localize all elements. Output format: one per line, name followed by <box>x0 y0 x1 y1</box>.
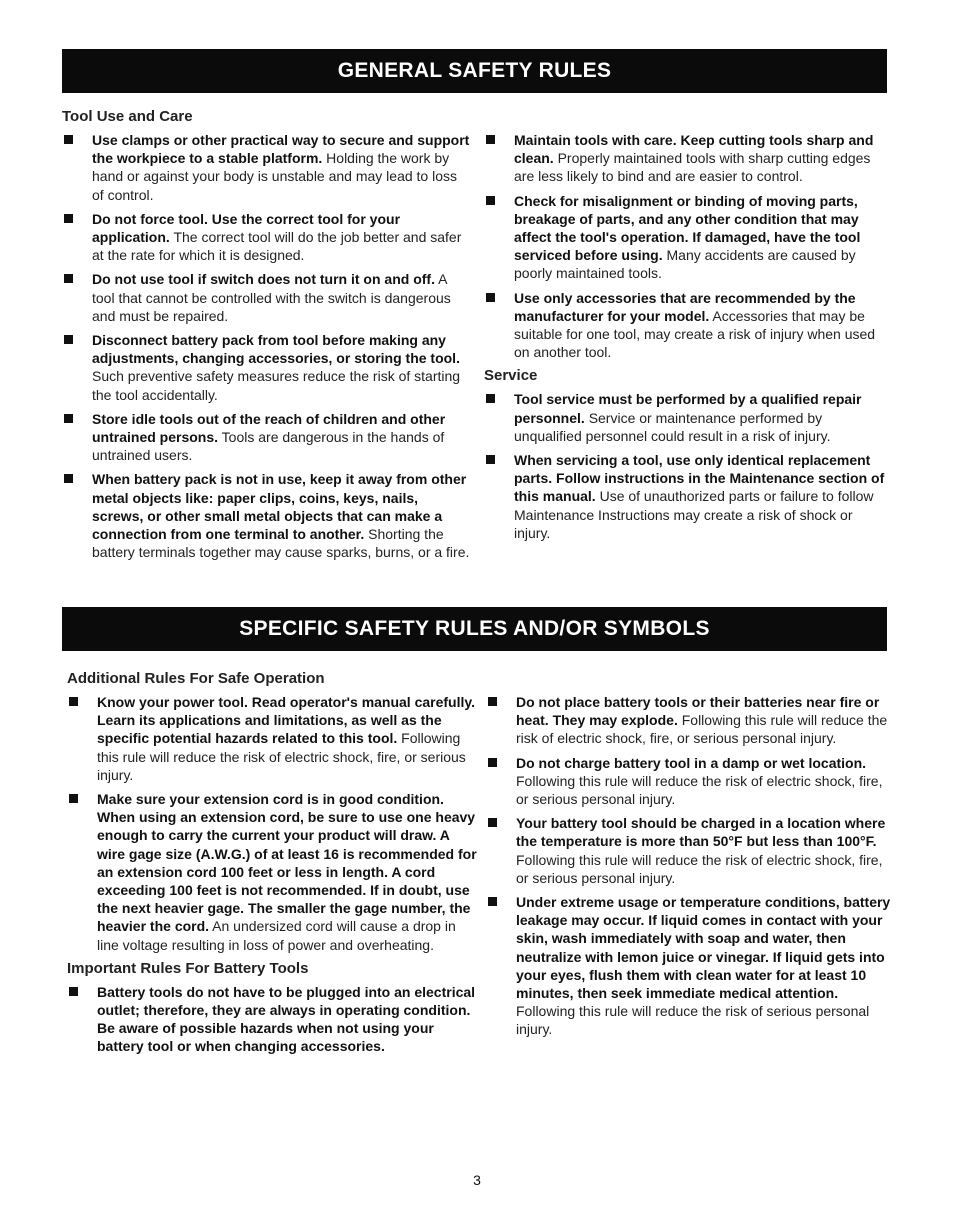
rule-bold-text: When battery pack is not in use, keep it away from other metal objects like: paper clips, coins, keys, nails, screws, or other small metal objects that can make a connection from one terminal to another. <box>92 471 467 543</box>
square-bullet-icon <box>488 697 497 706</box>
rule-bold-text: Do not charge battery tool in a damp or wet location. <box>516 754 867 771</box>
square-bullet-icon <box>64 214 73 223</box>
rule-bold-text: Use clamps or other practical way to secure and support the workpiece to a stable platform. <box>92 132 470 167</box>
rule-bold-text: Do not force tool. Use the correct tool for your application. <box>92 210 401 246</box>
rule-item <box>67 790 477 954</box>
square-bullet-icon <box>486 293 495 302</box>
rule-item <box>62 270 472 325</box>
rule-body-text: Use of unauthorized parts or failure to follow Maintenance Instructions may create a risk of shock or injury. <box>514 488 874 541</box>
rule-item <box>62 131 472 204</box>
rule-bold-text: Use only accessories that are recommended by the manufacturer for your model. <box>514 289 856 324</box>
rule-bold-text: Make sure your extension cord is in good condition. When using an extension cord, be sure to use one heavy enough to carry the current your product will draw. A wire gage size (A.W.G.) of at least 16 is recommended for an extension cord 100 feet or less in length. A cord exceeding 100 feet is not recommended. If in doubt, use the next heavier gage. The smaller the gage number, the heavier the cord. <box>97 791 477 935</box>
specific-safety-banner: SPECIFIC SAFETY RULES AND/OR SYMBOLS <box>62 607 887 651</box>
rule-bold-text: Know your power tool. Read operator's manual carefully. Learn its applications and limitations, as well as the specific potential hazards related to this tool. <box>97 694 476 747</box>
rule-body-text: Properly maintained tools with sharp cutting edges are less likely to bind and are easier to control. <box>514 150 871 185</box>
square-bullet-icon <box>64 274 73 283</box>
rule-body-text: Such preventive safety measures reduce the risk of starting the tool accidentally. <box>92 368 461 403</box>
rule-body-text: Tools are dangerous in the hands of untrained users. <box>92 429 445 464</box>
rule-item <box>62 210 472 265</box>
rule-bold-text: Your battery tool should be charged in a location where the temperature is more than 50°F but less than 100°F. <box>516 815 886 850</box>
rule-item <box>486 693 891 748</box>
rule-bold-text: Maintain tools with care. Keep cutting tools sharp and clean. <box>514 132 874 167</box>
rule-bold-text: Do not use tool if switch does not turn it on and off. <box>92 271 435 288</box>
tool-use-heading: Tool Use and Care <box>62 108 193 125</box>
rule-body-text: Holding the work by hand or against your body is unstable and may lead to loss of control. <box>92 150 458 203</box>
square-bullet-icon <box>64 414 73 423</box>
rule-item <box>484 289 889 362</box>
specific-left-column <box>67 670 477 1062</box>
rule-item <box>484 451 889 542</box>
rule-body-text: Following this rule will reduce the risk of electric shock, fire, or serious injury. <box>97 730 466 783</box>
page-number: 3 <box>473 1172 481 1188</box>
rule-body-text: A tool that cannot be controlled with the switch is dangerous and must be repaired. <box>92 271 451 324</box>
rule-item <box>486 893 891 1039</box>
rule-body-text: Following this rule will reduce the risk of electric shock, fire, or serious personal injury. <box>516 772 883 808</box>
maintenance-list <box>484 131 889 361</box>
rule-bold-text: Do not place battery tools or their batteries near fire or heat. They may explode. <box>516 694 880 729</box>
rule-item <box>62 331 472 404</box>
rule-item <box>484 131 889 186</box>
rule-bold-text: Disconnect battery pack from tool before making any adjustments, changing accessories, or storing the tool. <box>92 332 460 367</box>
rule-body-text: Following this rule will reduce the risk of serious personal injury. <box>516 1003 870 1038</box>
rule-item <box>486 754 891 809</box>
square-bullet-icon <box>64 135 73 144</box>
rule-item <box>62 410 472 465</box>
square-bullet-icon <box>486 196 495 205</box>
square-bullet-icon <box>69 794 78 803</box>
general-right-column <box>484 131 889 548</box>
rule-body-text: Service or maintenance performed by unqualified personnel could result in a risk of injury. <box>514 409 831 444</box>
square-bullet-icon <box>488 758 497 767</box>
rule-item <box>486 814 891 887</box>
rule-item <box>67 693 477 784</box>
service-list <box>484 390 889 542</box>
rule-item <box>484 192 889 283</box>
general-left-column <box>62 108 472 567</box>
rule-body-text: The correct tool will do the job better and safer at the rate for which it is designed. <box>92 229 462 264</box>
additional-rules-heading: Additional Rules For Safe Operation <box>67 670 325 687</box>
square-bullet-icon <box>488 897 497 906</box>
service-heading: Service <box>484 367 538 385</box>
battery-rules-heading: Important Rules For Battery Tools <box>67 959 309 977</box>
rule-bold-text: Battery tools do not have to be plugged into an electrical outlet; therefore, they are always in operating condition. Be aware of possible hazards when not using your battery tool or when changing accessories. <box>97 983 476 1055</box>
additional-rules-list <box>67 693 477 954</box>
square-bullet-icon <box>488 818 497 827</box>
rule-bold-text: Store idle tools out of the reach of children and other untrained persons. <box>92 410 446 446</box>
rule-item <box>484 390 889 445</box>
rule-bold-text: When servicing a tool, use only identical replacement parts. Follow instructions in the Maintenance section of this manual. <box>514 452 885 505</box>
tool-use-list <box>62 131 472 561</box>
rule-body-text: Many accidents are caused by poorly maintained tools. <box>514 247 856 282</box>
battery-safety-list <box>486 693 891 1039</box>
rule-bold-text: Tool service must be performed by a qualified repair personnel. <box>514 391 862 426</box>
rule-body-text: An undersized cord will cause a drop in line voltage resulting in loss of power and overheating. <box>97 918 456 953</box>
square-bullet-icon <box>69 697 78 706</box>
rule-body-text: Following this rule will reduce the risk of electric shock, fire, or serious personal injury. <box>516 712 888 747</box>
square-bullet-icon <box>486 394 495 403</box>
square-bullet-icon <box>69 987 78 996</box>
battery-rules-list <box>67 983 477 1056</box>
rule-body-text: Shorting the battery terminals together may cause sparks, burns, or a fire. <box>92 526 470 561</box>
square-bullet-icon <box>486 455 495 464</box>
square-bullet-icon <box>64 335 73 344</box>
rule-body-text: Following this rule will reduce the risk of electric shock, fire, or serious personal injury. <box>516 851 883 886</box>
rule-body-text: Accessories that may be suitable for one tool, may create a risk of injury when used on another tool. <box>514 307 876 361</box>
rule-item <box>62 470 472 561</box>
square-bullet-icon <box>486 135 495 144</box>
square-bullet-icon <box>64 474 73 483</box>
rule-item <box>67 983 477 1056</box>
rule-bold-text: Check for misalignment or binding of moving parts, breakage of parts, and any other condition that may affect the tool's operation. If damaged, have the tool serviced before using. <box>514 192 861 264</box>
specific-right-column <box>486 693 891 1045</box>
rule-bold-text: Under extreme usage or temperature conditions, battery leakage may occur. If liquid comes in contact with your skin, wash immediately with soap and water, then neutralize with lemon juice or vinegar. If liquid gets into your eyes, flush them with clean water for at least 10 minutes, then seek immediate medical attention. <box>516 894 891 1002</box>
general-safety-banner: GENERAL SAFETY RULES <box>62 49 887 93</box>
